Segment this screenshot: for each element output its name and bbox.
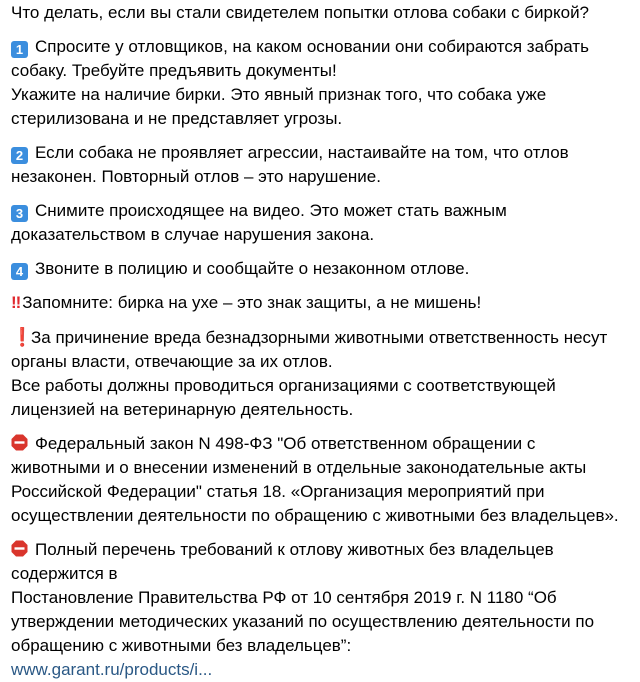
requirements-paragraph <box>11 538 632 682</box>
responsibility-text: Все работы должны проводиться организациями с соответствующей <box>11 376 556 395</box>
law-text: осуществлении деятельности по обращению с животными без владельцев». <box>11 506 619 525</box>
step-1-text: стерилизована и не представляет угрозы. <box>11 109 343 128</box>
stop-sign-icon <box>11 540 28 557</box>
step-1-text: собаку. Требуйте предъявить документы! <box>11 61 337 80</box>
double-exclamation-icon: ‼ <box>11 293 21 312</box>
post-title: Что делать, если вы стали свидетелем попытки отлова собаки с биркой? <box>11 3 590 22</box>
keycap-3-icon: 3 <box>11 205 28 222</box>
step-4-paragraph <box>11 257 632 281</box>
step-3-paragraph <box>11 199 632 247</box>
step-4-text: Звоните в полицию и сообщайте о незаконном отлове. <box>35 259 470 278</box>
remember-paragraph <box>11 291 632 315</box>
responsibility-text: За причинение вреда безнадзорными животными ответственность несут <box>31 328 608 347</box>
remember-text: Запомните: бирка на ухе – это знак защиты, а не мишень! <box>22 293 482 312</box>
step-2-paragraph <box>11 141 632 189</box>
step-1-text: Спросите у отловщиков, на каком основании они собираются забрать <box>35 37 589 56</box>
requirements-text: Полный перечень требований к отлову животных без владельцев <box>35 540 554 559</box>
stop-sign-icon <box>11 434 28 451</box>
keycap-1-icon: 1 <box>11 41 28 58</box>
requirements-text: обращению с животными без владельцев”: <box>11 636 352 655</box>
step-3-text: доказательством в случае нарушения закона. <box>11 225 375 244</box>
law-text: Российской Федерации" статья 18. «Организация мероприятий при <box>11 482 545 501</box>
law-text: Федеральный закон N 498-ФЗ "Об ответственном обращении с <box>35 434 536 453</box>
responsibility-text: лицензией на ветеринарную деятельность. <box>11 400 354 419</box>
step-3-text: Снимите происходящее на видео. Это может стать важным <box>35 201 507 220</box>
requirements-text: Постановление Правительства РФ от 10 сентября 2019 г. N 1180 “Об <box>11 588 557 607</box>
step-2-text: незаконен. Повторный отлов – это нарушение. <box>11 167 381 186</box>
step-1-paragraph <box>11 35 632 131</box>
keycap-2-icon: 2 <box>11 147 28 164</box>
law-text: животными и о внесении изменений в отдельные законодательные акты <box>11 458 587 477</box>
step-2-text: Если собака не проявляет агрессии, настаивайте на том, что отлов <box>35 143 569 162</box>
step-1-text: Укажите на наличие бирки. Это явный признак того, что собака уже <box>11 85 547 104</box>
exclamation-icon: ❗ <box>11 327 34 347</box>
requirements-text: утверждении методических указаний по осуществлению деятельности по <box>11 612 595 631</box>
keycap-4-icon: 4 <box>11 263 28 280</box>
responsibility-paragraph <box>11 325 632 422</box>
requirements-text: содержится в <box>11 564 118 583</box>
garant-link[interactable]: www.garant.ru/products/i... <box>11 660 213 679</box>
law-paragraph <box>11 432 632 528</box>
responsibility-text: органы власти, отвечающие за их отлов. <box>11 352 333 371</box>
